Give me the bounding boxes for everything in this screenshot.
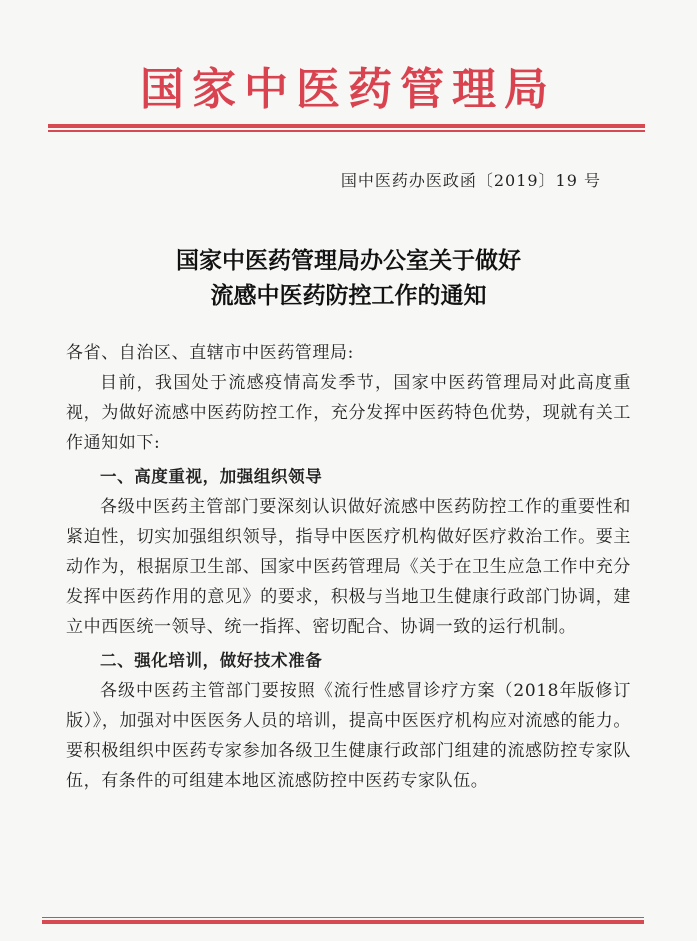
notice-body (66, 338, 631, 796)
agency-letterhead: 国家中医药管理局 (140, 64, 556, 115)
section-1-heading: 一、高度重视，加强组织领导 (100, 467, 323, 486)
notice-title-line-1: 国家中医药管理局办公室关于做好 (176, 247, 521, 274)
section-1-paragraph: 各级中医药主管部门要深刻认识做好流感中医药防控工作的重要性和紧迫性，切实加强组织领导，指导中医医疗机构做好医疗救治工作。要主动作为，根据原卫生部、国家中医药管理局《关于在卫生应急工作中充分发挥中医药作用的意见》的要求，积极与当地卫生健康行政部门协调，建立中西医统一领导、统一指挥、密切配合、协调一致的运行机制。 (66, 497, 631, 637)
notice-title-line-2: 流感中医药防控工作的通知 (210, 282, 487, 309)
rule-bottom-thick-line (42, 920, 644, 924)
salutation: 各省、自治区、直辖市中医药管理局: (66, 343, 354, 363)
rule-top-thin-line (48, 130, 645, 132)
section-2-heading: 二、强化培训，做好技术准备 (100, 651, 323, 670)
intro-paragraph: 目前，我国处于流感疫情高发季节，国家中医药管理局对此高度重视，为做好流感中医药防控工作，充分发挥中医药特色优势，现就有关工作通知如下: (66, 373, 631, 453)
section-2-paragraph: 各级中医药主管部门要按照《流行性感冒诊疗方案（2018年版修订版）》，加强对中医医务人员的培训，提高中医医疗机构应对流感的能力。要积极组织中医药专家参加各级卫生健康行政部门组建的流感防控专家队伍，有条件的可组建本地区流感防控中医药专家队伍。 (66, 681, 631, 791)
rule-top-thick-line (48, 124, 645, 128)
document-number: 国中医药办医政函〔2019〕19 号 (340, 171, 601, 190)
notice-title (60, 243, 637, 313)
letterhead-rule-top (48, 124, 645, 133)
rule-bottom-thin-line (42, 917, 644, 918)
footer-rule (42, 917, 644, 924)
